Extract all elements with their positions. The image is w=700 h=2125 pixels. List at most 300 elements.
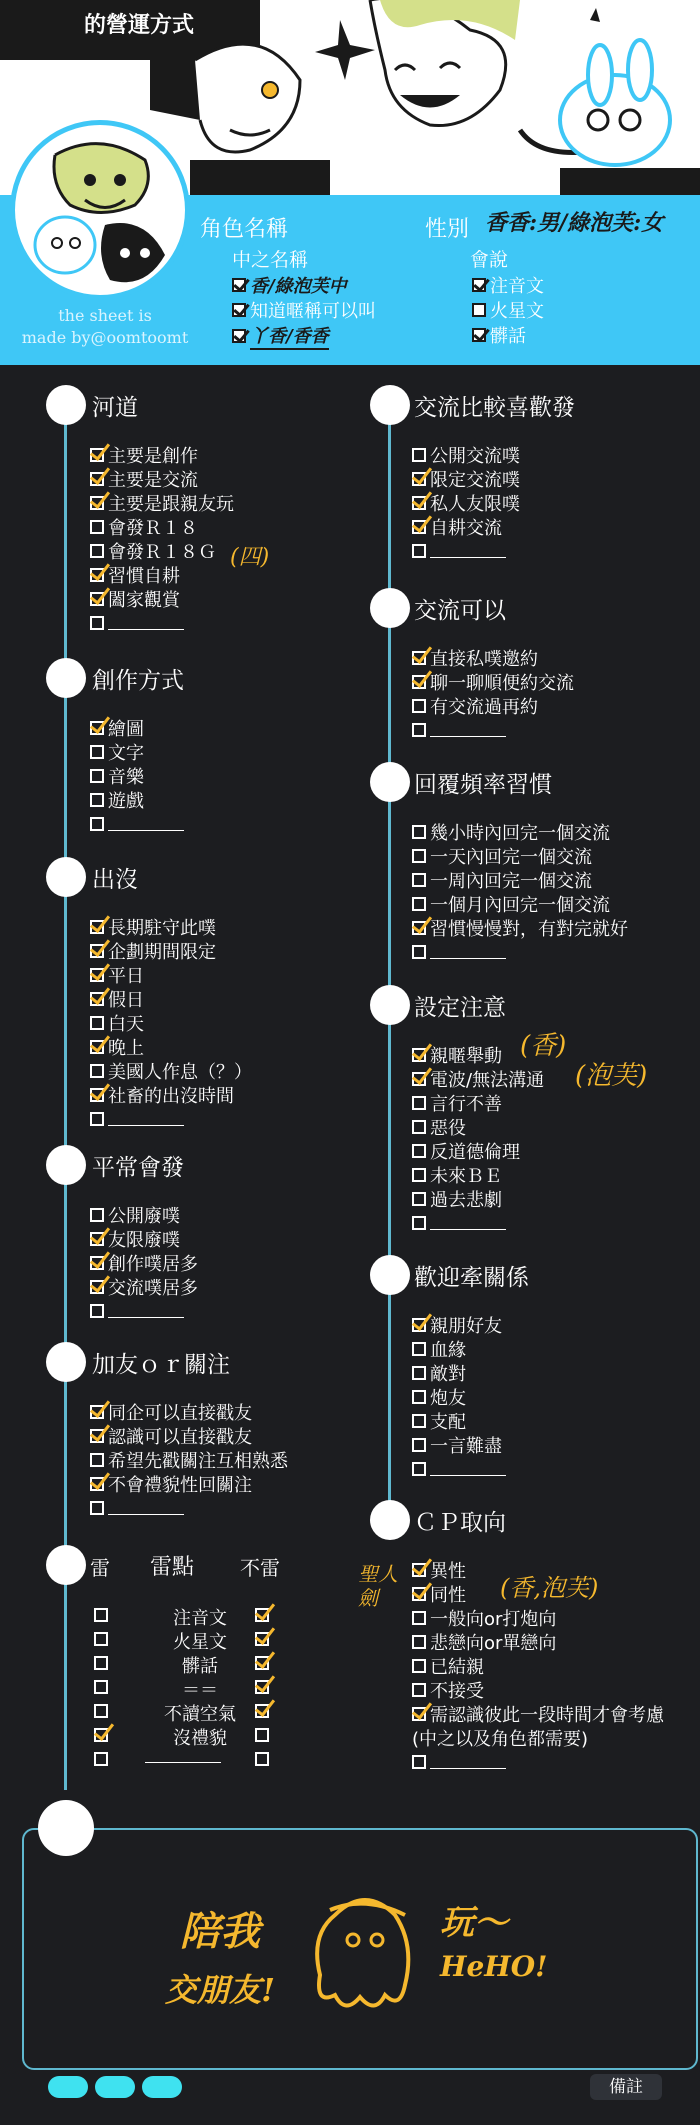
thunder-checkbox[interactable] — [94, 1752, 108, 1766]
option-label: 企劃期間限定 — [108, 942, 216, 963]
option-label: 不會禮貌性回關注 — [108, 1475, 252, 1496]
option-item[interactable] — [90, 812, 184, 836]
option-checkbox[interactable] — [90, 1040, 104, 1054]
option-checkbox[interactable] — [90, 1088, 104, 1102]
nickname-checkbox[interactable] — [232, 278, 246, 292]
page-indicator-1[interactable] — [48, 2076, 88, 2098]
option-label: 同企可以直接戳友 — [108, 1403, 252, 1424]
option-label: 一天內回完一個交流 — [430, 847, 592, 868]
option-checkbox[interactable] — [412, 496, 426, 510]
option-label: 音樂 — [108, 767, 144, 788]
thunder-checkbox[interactable] — [94, 1608, 108, 1622]
section-dot — [46, 1342, 86, 1382]
option-label: 希望先戳關注互相熟悉 — [108, 1451, 288, 1472]
option-item[interactable] — [90, 1203, 198, 1227]
option-label: 自耕交流 — [430, 518, 502, 539]
option-list — [412, 646, 574, 742]
option-item[interactable] — [90, 1107, 252, 1131]
option-checkbox[interactable] — [412, 921, 426, 935]
nickname-label: 中之名稱 — [232, 249, 309, 271]
option-checkbox[interactable] — [412, 1048, 426, 1062]
option-checkbox[interactable] — [90, 817, 104, 831]
thunder-checkbox[interactable] — [94, 1680, 108, 1694]
option-list — [412, 1043, 544, 1235]
memo-text-4: HeHO! — [440, 1950, 548, 1983]
option-item[interactable] — [90, 611, 234, 635]
speak-option-label: 髒話 — [490, 326, 526, 347]
thunder-label: 不讀空氣 — [164, 1704, 236, 1725]
option-label: 闔家觀賞 — [108, 590, 180, 611]
role-name-label: 角色名稱 — [200, 217, 289, 242]
option-checkbox[interactable] — [412, 1144, 426, 1158]
option-item[interactable] — [412, 1726, 664, 1750]
thunder-label: 髒話 — [182, 1656, 218, 1677]
speak-checkbox[interactable] — [472, 278, 486, 292]
not-thunder-column-title: 不雷 — [240, 1556, 280, 1580]
nickname-option[interactable] — [232, 272, 347, 298]
option-item[interactable] — [412, 1457, 506, 1481]
option-checkbox[interactable] — [412, 1683, 426, 1697]
option-checkbox[interactable] — [412, 520, 426, 534]
option-item[interactable] — [90, 491, 234, 515]
option-checkbox[interactable] — [90, 1405, 104, 1419]
option-item[interactable] — [412, 1606, 664, 1630]
blank-line[interactable] — [108, 1304, 184, 1318]
option-checkbox[interactable] — [412, 651, 426, 665]
option-label: 一個月內回完一個交流 — [430, 895, 610, 916]
section-dot — [370, 1255, 410, 1295]
option-item[interactable] — [412, 1091, 544, 1115]
speak-checkbox[interactable] — [472, 328, 486, 342]
option-item[interactable] — [90, 1299, 198, 1323]
option-item[interactable] — [90, 963, 252, 987]
option-checkbox[interactable] — [412, 1318, 426, 1332]
option-checkbox[interactable] — [90, 1232, 104, 1246]
option-label: 創作噗居多 — [108, 1254, 198, 1275]
option-checkbox[interactable] — [90, 769, 104, 783]
option-checkbox[interactable] — [90, 544, 104, 558]
option-item[interactable] — [90, 443, 234, 467]
option-label: 需認識彼此一段時間才會考慮 — [430, 1705, 664, 1726]
option-label: 白天 — [108, 1014, 144, 1035]
option-item[interactable] — [412, 1702, 664, 1726]
option-label: (中之以及角色都需要) — [412, 1729, 589, 1750]
option-checkbox[interactable] — [412, 1462, 426, 1476]
option-list — [90, 1400, 288, 1520]
option-label: 友限廢噗 — [108, 1230, 180, 1251]
page-title: 的營運方式 — [84, 13, 195, 38]
option-checkbox[interactable] — [412, 897, 426, 911]
note-heart: (四) — [230, 545, 270, 570]
not-thunder-checkbox[interactable] — [255, 1680, 269, 1694]
nickname-option[interactable] — [232, 322, 329, 350]
option-item[interactable] — [412, 868, 628, 892]
option-label: 直接私噗邀約 — [430, 649, 538, 670]
credit-line-1: the sheet is — [58, 306, 152, 325]
option-checkbox[interactable] — [412, 472, 426, 486]
section-title: 交流比較喜歡發 — [414, 395, 575, 421]
blank-line[interactable] — [108, 616, 184, 630]
avatar-sketch-icon — [15, 125, 185, 295]
option-item[interactable] — [90, 1400, 288, 1424]
nickname-option[interactable] — [232, 297, 376, 323]
section-dot — [46, 658, 86, 698]
option-checkbox[interactable] — [412, 1168, 426, 1182]
option-label: 血緣 — [430, 1340, 466, 1361]
option-label: 炮友 — [430, 1388, 466, 1409]
blank-line[interactable] — [430, 1755, 506, 1769]
option-item[interactable] — [90, 1448, 288, 1472]
blank-line[interactable] — [145, 1749, 221, 1763]
option-label: 一般向or打炮向 — [430, 1609, 557, 1630]
option-checkbox[interactable] — [90, 745, 104, 759]
option-checkbox[interactable] — [90, 1280, 104, 1294]
memo-text-3: 交朋友! — [165, 1971, 276, 2009]
option-item[interactable] — [90, 587, 234, 611]
section-dot — [46, 385, 86, 425]
ghost-doodle-icon — [305, 1885, 425, 2025]
section-dot — [370, 762, 410, 802]
option-checkbox[interactable] — [90, 616, 104, 630]
option-item[interactable] — [412, 1630, 664, 1654]
option-item[interactable] — [412, 1385, 506, 1409]
option-item[interactable] — [412, 1067, 544, 1091]
section-dot — [370, 985, 410, 1025]
option-label: 晚上 — [108, 1038, 144, 1059]
section-dot — [46, 1145, 86, 1185]
section-title: 出沒 — [92, 867, 138, 893]
credit-line-2: made by@oomtoomt — [21, 328, 189, 347]
option-list — [412, 1313, 506, 1481]
option-checkbox[interactable] — [412, 1366, 426, 1380]
option-checkbox[interactable] — [412, 1414, 426, 1428]
section-dot — [370, 588, 410, 628]
section-title: 平常會發 — [92, 1155, 184, 1181]
option-checkbox[interactable] — [412, 544, 426, 558]
option-item[interactable] — [90, 987, 252, 1011]
speak-option[interactable] — [472, 297, 544, 323]
section-title: 創作方式 — [92, 668, 184, 694]
option-item[interactable] — [412, 1211, 544, 1235]
option-label: 親暱舉動 — [430, 1046, 502, 1067]
section-dot — [370, 1500, 410, 1540]
option-label: 支配 — [430, 1412, 466, 1433]
option-label: 聊一聊順便約交流 — [430, 673, 574, 694]
note-fragrance: (香) — [520, 1031, 567, 1061]
option-checkbox[interactable] — [90, 1477, 104, 1491]
not-thunder-checkbox[interactable] — [255, 1728, 269, 1742]
option-item[interactable] — [90, 915, 252, 939]
option-checkbox[interactable] — [90, 1208, 104, 1222]
section-title: 設定注意 — [414, 995, 506, 1021]
option-item[interactable] — [90, 1059, 252, 1083]
option-checkbox[interactable] — [90, 520, 104, 534]
option-item[interactable] — [412, 916, 628, 940]
option-item[interactable] — [412, 820, 628, 844]
memo-text-2: 玩～ — [440, 1903, 508, 1943]
memo-text-1: 陪我 — [180, 1908, 260, 1955]
option-item[interactable] — [412, 1139, 544, 1163]
nickname-checkbox[interactable] — [232, 329, 246, 343]
option-label: 反道德倫理 — [430, 1142, 520, 1163]
section-dot — [370, 385, 410, 425]
option-label: 主要是創作 — [108, 446, 198, 467]
option-label: 一周內回完一個交流 — [430, 871, 592, 892]
option-label: 未來ＢＥ — [430, 1166, 502, 1187]
option-label: 認識可以直接戳友 — [108, 1427, 252, 1448]
note-puff: (泡芙) — [575, 1061, 648, 1091]
option-item[interactable] — [412, 1678, 664, 1702]
option-checkbox[interactable] — [90, 1256, 104, 1270]
option-label: 惡役 — [430, 1118, 466, 1139]
option-checkbox[interactable] — [90, 568, 104, 582]
option-checkbox[interactable] — [90, 968, 104, 982]
option-item[interactable] — [90, 1424, 288, 1448]
option-checkbox[interactable] — [90, 793, 104, 807]
option-item[interactable] — [412, 1361, 506, 1385]
speak-option[interactable] — [472, 272, 544, 298]
option-checkbox[interactable] — [90, 1304, 104, 1318]
option-label: 不接受 — [430, 1681, 484, 1702]
option-item[interactable] — [90, 515, 234, 539]
option-item[interactable] — [90, 467, 234, 491]
blank-line[interactable] — [430, 544, 506, 558]
option-item[interactable] — [412, 491, 520, 515]
option-item[interactable] — [90, 1275, 198, 1299]
option-list — [412, 443, 520, 563]
option-checkbox[interactable] — [90, 944, 104, 958]
option-checkbox[interactable] — [90, 1064, 104, 1078]
option-item[interactable] — [90, 1496, 288, 1520]
option-label: 主要是交流 — [108, 470, 198, 491]
section-title: 歡迎牽關係 — [414, 1265, 529, 1291]
option-checkbox[interactable] — [412, 849, 426, 863]
speak-option-label: 火星文 — [490, 301, 544, 322]
right-timeline — [388, 400, 391, 1510]
thunder-checkbox[interactable] — [94, 1656, 108, 1670]
option-checkbox[interactable] — [90, 1501, 104, 1515]
option-checkbox[interactable] — [90, 1016, 104, 1030]
option-list — [90, 716, 184, 836]
option-checkbox[interactable] — [412, 1659, 426, 1673]
option-item[interactable] — [90, 1251, 198, 1275]
section-title: 加友ｏｒ關注 — [92, 1352, 230, 1378]
option-item[interactable] — [412, 515, 520, 539]
option-item[interactable] — [90, 939, 252, 963]
not-thunder-checkbox[interactable] — [255, 1608, 269, 1622]
option-item[interactable] — [90, 1011, 252, 1035]
option-label: 美國人作息（？） — [108, 1062, 252, 1083]
option-label: 一言難盡 — [430, 1436, 502, 1457]
option-label: 公開交流噗 — [430, 446, 520, 467]
thunder-checkbox[interactable] — [94, 1704, 108, 1718]
option-label: 會發Ｒ１８ — [108, 518, 198, 539]
option-checkbox[interactable] — [412, 675, 426, 689]
option-item[interactable] — [412, 1187, 544, 1211]
option-checkbox[interactable] — [412, 723, 426, 737]
option-checkbox[interactable] — [412, 1342, 426, 1356]
option-item[interactable] — [90, 1083, 252, 1107]
option-checkbox[interactable] — [412, 1192, 426, 1206]
option-checkbox[interactable] — [412, 1755, 426, 1769]
section-dot — [46, 857, 86, 897]
option-label: 習慣自耕 — [108, 566, 180, 587]
option-label: 有交流過再約 — [430, 697, 538, 718]
not-thunder-checkbox[interactable] — [255, 1752, 269, 1766]
option-label: 已結親 — [430, 1657, 484, 1678]
option-item[interactable] — [412, 1115, 544, 1139]
option-checkbox[interactable] — [90, 920, 104, 934]
option-item[interactable] — [412, 844, 628, 868]
blank-line[interactable] — [108, 1501, 184, 1515]
thunder-label: ＝＝ — [182, 1680, 218, 1701]
option-item[interactable] — [90, 1472, 288, 1496]
option-item[interactable] — [412, 718, 574, 742]
not-thunder-checkbox[interactable] — [255, 1632, 269, 1646]
option-item[interactable] — [90, 764, 184, 788]
option-label: 異性 — [430, 1561, 466, 1582]
option-checkbox[interactable] — [412, 1216, 426, 1230]
option-label: 私人友限噗 — [430, 494, 520, 515]
option-label: 習慣慢慢對，有對完就好 — [430, 919, 628, 940]
option-label: 會發Ｒ１８Ｇ — [108, 542, 216, 563]
option-list — [90, 915, 252, 1131]
option-checkbox[interactable] — [90, 448, 104, 462]
section-title: ＣＰ取向 — [414, 1510, 506, 1536]
option-checkbox[interactable] — [90, 472, 104, 486]
blank-line[interactable] — [430, 1216, 506, 1230]
section-title: 河道 — [92, 395, 138, 421]
option-checkbox[interactable] — [412, 1611, 426, 1625]
option-item[interactable] — [412, 1409, 506, 1433]
option-item[interactable] — [90, 740, 184, 764]
option-checkbox[interactable] — [90, 1453, 104, 1467]
gender-value: 香香:男/綠泡芙:女 — [485, 210, 664, 236]
option-checkbox[interactable] — [90, 592, 104, 606]
thunder-label: 火星文 — [173, 1632, 227, 1653]
option-checkbox[interactable] — [412, 699, 426, 713]
option-checkbox[interactable] — [412, 945, 426, 959]
option-checkbox[interactable] — [90, 992, 104, 1006]
not-thunder-checkbox[interactable] — [255, 1656, 269, 1670]
thunder-middle-title: 雷點 — [150, 1555, 195, 1580]
option-checkbox[interactable] — [90, 721, 104, 735]
option-label: 遊戲 — [108, 791, 144, 812]
credit — [10, 305, 200, 349]
thunder-label: 注音文 — [173, 1608, 227, 1629]
option-item[interactable] — [412, 1337, 506, 1361]
not-thunder-checkbox[interactable] — [255, 1704, 269, 1718]
option-checkbox[interactable] — [412, 825, 426, 839]
option-checkbox[interactable] — [412, 1635, 426, 1649]
section-dot — [38, 1800, 94, 1856]
nickname-option-label: 丫香/香香 — [250, 322, 329, 350]
option-item[interactable] — [412, 1313, 506, 1337]
option-label: 幾小時內回完一個交流 — [430, 823, 610, 844]
option-label: 言行不善 — [430, 1094, 502, 1115]
nickname-option-label: 知道暱稱可以叫 — [250, 301, 376, 322]
avatar — [10, 120, 190, 300]
option-checkbox[interactable] — [412, 873, 426, 887]
nickname-checkbox[interactable] — [232, 303, 246, 317]
blank-line[interactable] — [430, 945, 506, 959]
option-item[interactable] — [412, 1654, 664, 1678]
option-checkbox[interactable] — [412, 448, 426, 462]
option-item[interactable] — [412, 539, 520, 563]
thunder-checkbox[interactable] — [94, 1728, 108, 1742]
nickname-option-label: 香/綠泡芙中 — [250, 276, 347, 297]
page-indicator-2[interactable] — [95, 2076, 135, 2098]
option-item[interactable] — [412, 892, 628, 916]
option-label: 平日 — [108, 966, 144, 987]
option-checkbox[interactable] — [412, 1707, 426, 1721]
blank-line[interactable] — [108, 1112, 184, 1126]
option-label: 親朋好友 — [430, 1316, 502, 1337]
header — [0, 0, 700, 365]
option-list — [90, 1203, 198, 1323]
option-item[interactable] — [412, 1163, 544, 1187]
speak-option-label: 注音文 — [490, 276, 544, 297]
option-item[interactable] — [90, 563, 234, 587]
blank-line[interactable] — [108, 817, 184, 831]
speak-checkbox[interactable] — [472, 303, 486, 317]
option-item[interactable] — [412, 1750, 664, 1774]
option-item[interactable] — [412, 694, 574, 718]
option-item[interactable] — [90, 716, 184, 740]
option-label: 主要是跟親友玩 — [108, 494, 234, 515]
blank-line[interactable] — [430, 723, 506, 737]
option-item[interactable] — [90, 1035, 252, 1059]
option-label: 過去悲劇 — [430, 1190, 502, 1211]
option-label: 假日 — [108, 990, 144, 1011]
option-label: 敵對 — [430, 1364, 466, 1385]
speak-option[interactable] — [472, 322, 526, 348]
option-checkbox[interactable] — [412, 1563, 426, 1577]
option-label: 交流噗居多 — [108, 1278, 198, 1299]
page-indicator-3[interactable] — [142, 2076, 182, 2098]
option-item[interactable] — [412, 1433, 506, 1457]
option-checkbox[interactable] — [90, 496, 104, 510]
option-checkbox[interactable] — [412, 1072, 426, 1086]
option-checkbox[interactable] — [412, 1096, 426, 1110]
option-item[interactable] — [90, 1227, 198, 1251]
option-checkbox[interactable] — [90, 1429, 104, 1443]
option-checkbox[interactable] — [412, 1120, 426, 1134]
remark-button[interactable]: 備註 — [590, 2074, 662, 2100]
option-label: 悲戀向or單戀向 — [430, 1633, 557, 1654]
blank-line[interactable] — [430, 1462, 506, 1476]
option-item[interactable] — [90, 788, 184, 812]
option-list — [90, 443, 234, 635]
option-item[interactable] — [412, 940, 628, 964]
option-item[interactable] — [412, 467, 520, 491]
option-label: 電波/無法溝通 — [430, 1070, 545, 1091]
option-list — [412, 820, 628, 964]
section-title: 回覆頻率習慣 — [414, 772, 552, 798]
option-checkbox[interactable] — [90, 1112, 104, 1126]
option-item[interactable] — [412, 670, 574, 694]
option-checkbox[interactable] — [412, 1438, 426, 1452]
option-label: 公開廢噗 — [108, 1206, 180, 1227]
option-item[interactable] — [412, 646, 574, 670]
option-checkbox[interactable] — [412, 1390, 426, 1404]
thunder-label: 沒禮貌 — [173, 1728, 227, 1749]
thunder-checkbox[interactable] — [94, 1632, 108, 1646]
option-item[interactable] — [90, 539, 234, 563]
option-checkbox[interactable] — [412, 1587, 426, 1601]
note-same-sex: (香,泡芙) — [500, 1574, 599, 1602]
option-item[interactable] — [412, 443, 520, 467]
